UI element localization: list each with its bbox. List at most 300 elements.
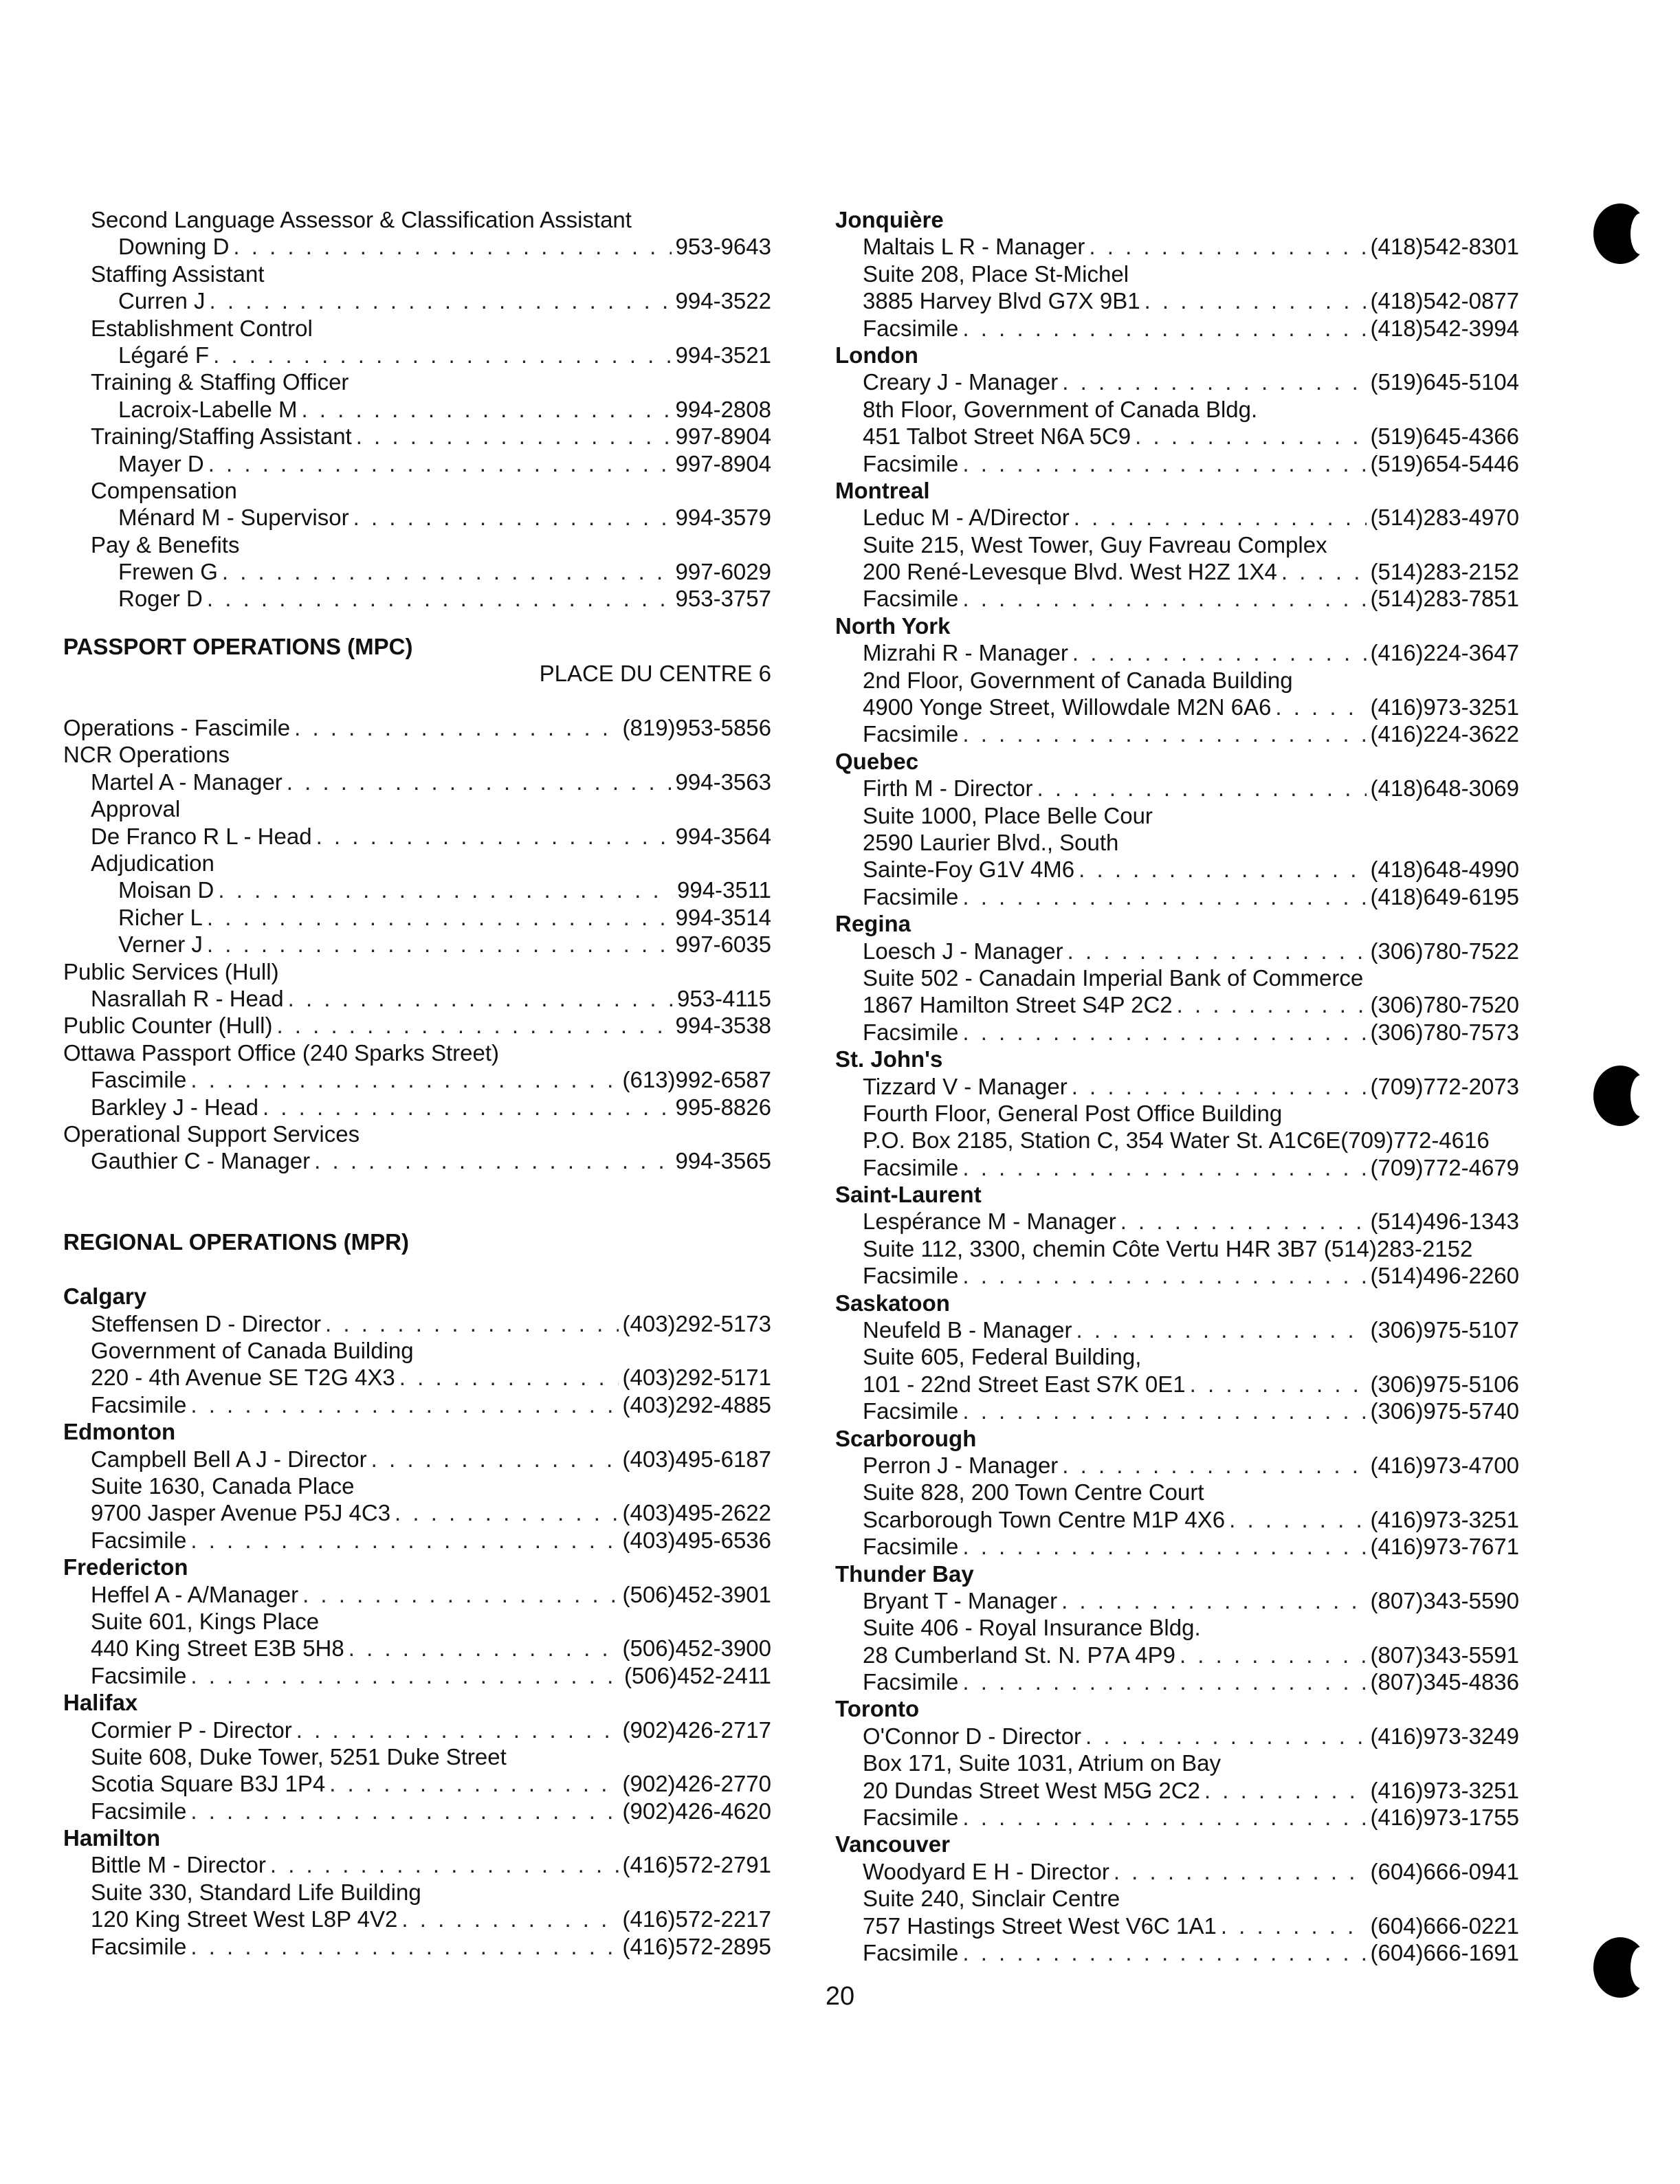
dot-leader bbox=[1135, 423, 1366, 450]
spacer bbox=[63, 1256, 771, 1283]
spacer bbox=[63, 687, 771, 714]
dot-leader bbox=[1221, 1912, 1367, 1939]
office-city-heading: Fredericton bbox=[63, 1554, 188, 1580]
phone-number: (416)572-2791 bbox=[622, 1852, 771, 1878]
dot-leader bbox=[356, 423, 672, 450]
directory-entry bbox=[63, 585, 771, 612]
entry-label: Nasrallah R - Head bbox=[91, 985, 284, 1011]
phone-number: (514)496-2260 bbox=[1370, 1263, 1519, 1289]
dot-leader bbox=[301, 396, 671, 423]
office-city-heading: North York bbox=[835, 613, 951, 639]
listing-text-line: Suite 608, Duke Tower, 5251 Duke Street bbox=[91, 1743, 507, 1769]
phone-number: 994-3564 bbox=[675, 823, 771, 849]
phone-number: (306)780-7520 bbox=[1370, 992, 1519, 1018]
listing-text-line: Suite 1630, Canada Place bbox=[91, 1472, 355, 1499]
phone-number: 953-3757 bbox=[675, 586, 771, 612]
dot-leader bbox=[207, 904, 672, 931]
entry-label: Facsimile bbox=[863, 1805, 959, 1831]
entry-label: Facsimile bbox=[91, 1391, 187, 1418]
dot-leader bbox=[314, 1147, 671, 1174]
entry-label: Martel A - Manager bbox=[91, 769, 283, 795]
directory-entry bbox=[63, 423, 771, 450]
dot-leader bbox=[263, 1094, 672, 1121]
phone-number: (514)283-2152 bbox=[1370, 559, 1519, 585]
dot-leader bbox=[218, 876, 673, 903]
dot-leader bbox=[1061, 1587, 1366, 1614]
phone-number: (306)780-7522 bbox=[1370, 938, 1519, 964]
phone-number: (416)973-7671 bbox=[1370, 1534, 1519, 1560]
directory-entry bbox=[835, 1452, 1519, 1479]
dot-leader bbox=[349, 1635, 619, 1662]
entry-label: Facsimile bbox=[863, 1263, 959, 1289]
entry-label: Heffel A - A/Manager bbox=[91, 1581, 299, 1607]
directory-entry bbox=[63, 904, 771, 931]
phone-number: (416)224-3647 bbox=[1370, 640, 1519, 666]
phone-number: (514)283-7851 bbox=[1370, 586, 1519, 612]
listing-text-line: Operational Support Services bbox=[63, 1121, 360, 1147]
listing-text-line: Government of Canada Building bbox=[91, 1338, 414, 1364]
entry-label: 120 King Street West L8P 4V2 bbox=[91, 1906, 398, 1932]
entry-label: Ménard M - Supervisor bbox=[118, 505, 349, 531]
phone-number: (709)772-4679 bbox=[1370, 1154, 1519, 1180]
directory-entry bbox=[63, 1446, 771, 1472]
directory-entry bbox=[835, 1371, 1519, 1398]
entry-label: Bryant T - Manager bbox=[863, 1587, 1058, 1613]
phone-number: (403)495-2622 bbox=[622, 1500, 771, 1526]
dot-leader bbox=[296, 1717, 619, 1743]
binder-hole-icon bbox=[1593, 203, 1647, 264]
entry-label: Downing D bbox=[118, 234, 230, 260]
dot-leader bbox=[207, 931, 672, 958]
dot-leader bbox=[190, 1066, 618, 1093]
dot-leader bbox=[962, 1398, 1366, 1424]
phone-number: (306)975-5107 bbox=[1370, 1317, 1519, 1343]
directory-entry bbox=[835, 1073, 1519, 1100]
entry-label: 200 René-Levesque Blvd. West H2Z 1X4 bbox=[863, 559, 1277, 585]
phone-number: (902)426-2770 bbox=[622, 1771, 771, 1797]
phone-number: (416)973-4700 bbox=[1370, 1452, 1519, 1478]
directory-entry bbox=[63, 1581, 771, 1608]
phone-number: 997-8904 bbox=[675, 423, 771, 450]
directory-entry bbox=[835, 1858, 1519, 1885]
entry-label: 3885 Harvey Blvd G7X 9B1 bbox=[863, 288, 1140, 314]
dot-leader bbox=[399, 1364, 619, 1391]
dot-leader bbox=[316, 823, 672, 850]
office-city-heading: Thunder Bay bbox=[835, 1560, 974, 1587]
phone-number: 997-6029 bbox=[675, 559, 771, 585]
listing-text-line: Suite 240, Sinclair Centre bbox=[863, 1886, 1120, 1912]
entry-label: 1867 Hamilton Street S4P 2C2 bbox=[863, 992, 1173, 1018]
entry-label: Légaré F bbox=[118, 342, 210, 368]
phone-number: (506)452-2411 bbox=[623, 1662, 771, 1688]
entry-label: Facsimile bbox=[91, 1933, 187, 1959]
entry-label: Facsimile bbox=[863, 883, 959, 909]
phone-number: (709)772-2073 bbox=[1370, 1073, 1519, 1099]
entry-label: Cormier P - Director bbox=[91, 1717, 292, 1743]
entry-label: Creary J - Manager bbox=[863, 369, 1059, 395]
regional-offices-listing bbox=[835, 206, 1519, 1966]
phone-number: (514)283-4970 bbox=[1370, 505, 1519, 531]
listing-text-line: Compensation bbox=[91, 477, 237, 503]
phone-number: (506)452-3900 bbox=[622, 1635, 771, 1662]
entry-label: Woodyard E H - Director bbox=[863, 1858, 1109, 1884]
entry-label: Barkley J - Head bbox=[91, 1094, 258, 1120]
dot-leader bbox=[395, 1499, 618, 1526]
listing-text-line: Suite 406 - Royal Insurance Bldg. bbox=[863, 1615, 1201, 1641]
directory-entry bbox=[835, 720, 1519, 747]
entry-label: Public Counter (Hull) bbox=[63, 1013, 273, 1039]
listing-text-line: Approval bbox=[91, 796, 181, 822]
directory-entry bbox=[835, 585, 1519, 612]
dot-leader bbox=[962, 1533, 1366, 1560]
directory-entry bbox=[835, 287, 1519, 314]
dot-leader bbox=[190, 1391, 618, 1418]
dot-leader bbox=[207, 585, 672, 612]
entry-label: Facsimile bbox=[863, 721, 959, 747]
directory-entry bbox=[835, 450, 1519, 477]
dot-leader bbox=[233, 233, 671, 260]
entry-label: Maltais L R - Manager bbox=[863, 234, 1085, 260]
directory-entry bbox=[63, 450, 771, 477]
entry-label: Curren J bbox=[118, 288, 206, 314]
directory-entry bbox=[63, 1066, 771, 1093]
phone-number: (416)572-2217 bbox=[622, 1906, 771, 1932]
directory-entry bbox=[835, 504, 1519, 531]
dot-leader bbox=[962, 1939, 1366, 1966]
phone-number: 994-2808 bbox=[675, 396, 771, 422]
entry-label: Leduc M - A/Director bbox=[863, 505, 1070, 531]
listing-text-line: Fourth Floor, General Post Office Building bbox=[863, 1100, 1283, 1126]
directory-entry bbox=[835, 1019, 1519, 1046]
directory-entry bbox=[63, 1364, 771, 1391]
directory-entry bbox=[835, 315, 1519, 342]
entry-label: Bittle M - Director bbox=[91, 1852, 266, 1878]
phone-number: (416)973-3251 bbox=[1370, 694, 1519, 720]
entry-label: Neufeld B - Manager bbox=[863, 1317, 1072, 1343]
phone-number: (416)973-3251 bbox=[1370, 1777, 1519, 1803]
entry-label: Facsimile bbox=[863, 1398, 959, 1424]
directory-entry bbox=[63, 931, 771, 958]
dot-leader bbox=[210, 287, 672, 314]
phone-number: (418)542-0877 bbox=[1370, 288, 1519, 314]
phone-number: (418)649-6195 bbox=[1370, 883, 1519, 909]
phone-number: (506)452-3901 bbox=[622, 1581, 771, 1607]
directory-entry bbox=[835, 1804, 1519, 1831]
directory-entry bbox=[835, 1912, 1519, 1939]
phone-number: (306)975-5106 bbox=[1370, 1371, 1519, 1397]
entry-label: 20 Dundas Street West M5G 2C2 bbox=[863, 1777, 1200, 1803]
entry-label: 440 King Street E3B 5H8 bbox=[91, 1635, 344, 1662]
phone-number: (902)426-2717 bbox=[622, 1717, 771, 1743]
dot-leader bbox=[1062, 1452, 1366, 1479]
phone-number: (604)666-1691 bbox=[1370, 1940, 1519, 1965]
dot-leader bbox=[1145, 287, 1367, 314]
entry-label: Scarborough Town Centre M1P 4X6 bbox=[863, 1506, 1226, 1532]
listing-text-line: Suite 112, 3300, chemin Côte Vertu H4R 3B7 (514)283-2152 bbox=[863, 1235, 1473, 1261]
listing-text-line: Pay & Benefits bbox=[91, 531, 240, 558]
phone-number: (403)292-5173 bbox=[622, 1310, 771, 1336]
listing-text-line: Ottawa Passport Office (240 Sparks Street) bbox=[63, 1039, 499, 1066]
directory-entry bbox=[835, 1533, 1519, 1560]
entry-label: O'Connor D - Director bbox=[863, 1723, 1082, 1749]
dot-leader bbox=[302, 1581, 618, 1608]
directory-entry bbox=[63, 1012, 771, 1039]
listing-text-line: Box 171, Suite 1031, Atrium on Bay bbox=[863, 1750, 1221, 1776]
directory-entry bbox=[835, 639, 1519, 666]
listing-text-line: Suite 502 - Canadain Imperial Bank of Commerce bbox=[863, 964, 1364, 991]
directory-entry bbox=[63, 1527, 771, 1554]
entry-label: 28 Cumberland St. N. P7A 4P9 bbox=[863, 1642, 1175, 1668]
phone-number: 953-9643 bbox=[675, 234, 771, 260]
directory-entry bbox=[835, 775, 1519, 802]
office-city-heading: Hamilton bbox=[63, 1825, 161, 1851]
entry-label: 451 Talbot Street N6A 5C9 bbox=[863, 423, 1131, 450]
directory-entry bbox=[63, 233, 771, 260]
phone-number: (519)645-5104 bbox=[1370, 369, 1519, 395]
listing-text-line: 2nd Floor, Government of Canada Building bbox=[863, 667, 1293, 693]
directory-entry bbox=[835, 1316, 1519, 1343]
dot-leader bbox=[287, 769, 672, 795]
listing-text-line: Suite 828, 200 Town Centre Court bbox=[863, 1479, 1204, 1505]
entry-label: Facsimile bbox=[863, 1154, 959, 1180]
entry-label: Roger D bbox=[118, 586, 203, 612]
directory-entry bbox=[835, 938, 1519, 964]
directory-entry bbox=[835, 694, 1519, 720]
dot-leader bbox=[190, 1527, 618, 1554]
listing-text-line: Second Language Assessor & Classification Assistant bbox=[91, 207, 632, 232]
phone-number: 995-8826 bbox=[675, 1094, 771, 1120]
entry-label: Lespérance M - Manager bbox=[863, 1209, 1116, 1235]
phone-number: (514)496-1343 bbox=[1370, 1209, 1519, 1235]
listing-text-line: P.O. Box 2185, Station C, 354 Water St. A1C6E(709)772-4616 bbox=[863, 1127, 1490, 1154]
dot-leader bbox=[1072, 1073, 1367, 1100]
directory-entry bbox=[63, 504, 771, 531]
dot-leader bbox=[222, 558, 672, 585]
office-city-heading: Toronto bbox=[835, 1696, 920, 1722]
directory-entry bbox=[63, 1499, 771, 1526]
dot-leader bbox=[1089, 233, 1366, 260]
directory-entry bbox=[63, 1635, 771, 1662]
dot-leader bbox=[1085, 1723, 1366, 1750]
entry-label: Verner J bbox=[118, 931, 203, 958]
entry-label: Facsimile bbox=[91, 1527, 187, 1553]
staff-listing bbox=[63, 206, 771, 613]
entry-label: Richer L bbox=[118, 904, 203, 930]
directory-entry bbox=[63, 287, 771, 314]
entry-label: 757 Hastings Street West V6C 1A1 bbox=[863, 1912, 1217, 1939]
phone-number: (416)973-1755 bbox=[1370, 1805, 1519, 1831]
phone-number: (416)973-3251 bbox=[1370, 1506, 1519, 1532]
directory-entry bbox=[835, 1208, 1519, 1235]
directory-entry bbox=[835, 1154, 1519, 1181]
directory-entry bbox=[835, 991, 1519, 1018]
directory-entry bbox=[835, 883, 1519, 910]
dot-leader bbox=[270, 1851, 619, 1878]
dot-leader bbox=[371, 1446, 619, 1472]
office-city-heading: Vancouver bbox=[835, 1831, 950, 1857]
phone-number: 994-3563 bbox=[675, 769, 771, 795]
listing-text-line: 8th Floor, Government of Canada Bldg. bbox=[863, 396, 1258, 422]
directory-entry bbox=[835, 423, 1519, 450]
regional-operations-heading: REGIONAL OPERATIONS (MPR) bbox=[63, 1229, 409, 1255]
listing-text-line: Suite 1000, Place Belle Cour bbox=[863, 802, 1153, 828]
entry-label: Facsimile bbox=[863, 315, 959, 341]
office-city-heading: Calgary bbox=[63, 1283, 147, 1310]
entry-label: Lacroix-Labelle M bbox=[118, 396, 298, 422]
dot-leader bbox=[962, 1804, 1366, 1831]
left-column bbox=[63, 206, 771, 1960]
dot-leader bbox=[962, 315, 1366, 342]
dot-leader bbox=[1114, 1858, 1367, 1885]
passport-location: PLACE DU CENTRE 6 bbox=[539, 661, 771, 687]
page-number: 20 bbox=[825, 1982, 855, 2011]
phone-number: 994-3514 bbox=[675, 904, 771, 930]
office-city-heading: Edmonton bbox=[63, 1419, 176, 1445]
directory-entry bbox=[835, 558, 1519, 585]
directory-entry bbox=[63, 396, 771, 423]
dot-leader bbox=[329, 1770, 618, 1797]
entry-label: Scotia Square B3J 1P4 bbox=[91, 1771, 326, 1797]
directory-entry bbox=[835, 1398, 1519, 1424]
entry-label: De Franco R L - Head bbox=[91, 823, 312, 849]
entry-label: Mizrahi R - Manager bbox=[863, 640, 1068, 666]
dot-leader bbox=[1229, 1506, 1366, 1533]
phone-number: 994-3521 bbox=[675, 342, 771, 368]
office-city-heading: Saskatoon bbox=[835, 1290, 950, 1316]
office-city-heading: Montreal bbox=[835, 477, 930, 503]
phone-number: (416)572-2895 bbox=[622, 1933, 771, 1959]
entry-label: Operations - Fascimile bbox=[63, 715, 291, 741]
office-city-heading: Saint-Laurent bbox=[835, 1182, 982, 1208]
directory-entry bbox=[63, 876, 771, 903]
listing-text-line: Adjudication bbox=[91, 850, 214, 876]
right-column bbox=[835, 206, 1519, 1966]
entry-label: Tizzard V - Manager bbox=[863, 1073, 1068, 1099]
dot-leader bbox=[213, 342, 671, 368]
dot-leader bbox=[962, 1019, 1366, 1046]
dot-leader bbox=[1037, 775, 1367, 802]
phone-number: (416)224-3622 bbox=[1370, 721, 1519, 747]
entry-label: Gauthier C - Manager bbox=[91, 1148, 311, 1174]
entry-label: Moisan D bbox=[118, 877, 214, 903]
dot-leader bbox=[1177, 991, 1367, 1018]
phone-number: (519)645-4366 bbox=[1370, 423, 1519, 450]
listing-text-line: Suite 215, West Tower, Guy Favreau Complex bbox=[863, 531, 1327, 558]
dot-leader bbox=[1074, 504, 1367, 531]
dot-leader bbox=[1068, 938, 1367, 964]
entry-label: Facsimile bbox=[91, 1798, 187, 1824]
listing-text-line: Suite 208, Place St-Michel bbox=[863, 261, 1129, 287]
passport-listing bbox=[63, 714, 771, 1175]
regional-listing bbox=[63, 1283, 771, 1960]
phone-number: 994-3522 bbox=[675, 288, 771, 314]
phone-number: (418)542-8301 bbox=[1370, 234, 1519, 260]
directory-entry bbox=[63, 1147, 771, 1174]
listing-text-line: Public Services (Hull) bbox=[63, 958, 279, 984]
directory-entry bbox=[63, 1391, 771, 1418]
entry-label: Sainte-Foy G1V 4M6 bbox=[863, 857, 1075, 883]
directory-entry bbox=[835, 1723, 1519, 1750]
spacer bbox=[63, 1175, 771, 1229]
dot-leader bbox=[208, 450, 672, 477]
directory-entry bbox=[63, 1662, 771, 1689]
entry-label: 101 - 22nd Street East S7K 0E1 bbox=[863, 1371, 1186, 1397]
phone-number: 994-3579 bbox=[675, 505, 771, 531]
listing-text-line: Suite 605, Federal Building, bbox=[863, 1344, 1142, 1370]
phone-number: 994-3511 bbox=[676, 877, 771, 903]
entry-label: Facsimile bbox=[863, 1669, 959, 1695]
entry-label: Steffensen D - Director bbox=[91, 1310, 322, 1336]
dot-leader bbox=[962, 1668, 1366, 1695]
office-city-heading: London bbox=[835, 342, 918, 368]
phone-number: 953-4115 bbox=[676, 985, 771, 1011]
phone-number: 997-6035 bbox=[675, 931, 771, 958]
directory-entry bbox=[63, 1770, 771, 1797]
entry-label: Facsimile bbox=[863, 586, 959, 612]
office-city-heading: Regina bbox=[835, 911, 911, 937]
passport-operations-heading: PASSPORT OPERATIONS (MPC) bbox=[63, 633, 413, 659]
dot-leader bbox=[276, 1012, 671, 1039]
listing-text-line: Suite 330, Standard Life Building bbox=[91, 1879, 421, 1905]
phone-number: 994-3538 bbox=[675, 1013, 771, 1039]
dot-leader bbox=[962, 883, 1366, 910]
listing-text-line: 2590 Laurier Blvd., South bbox=[863, 829, 1119, 855]
office-city-heading: Scarborough bbox=[835, 1425, 977, 1451]
phone-number: (604)666-0941 bbox=[1370, 1858, 1519, 1884]
dot-leader bbox=[353, 504, 672, 531]
directory-entry bbox=[63, 823, 771, 850]
dot-leader bbox=[1281, 558, 1367, 585]
phone-number: 994-3565 bbox=[675, 1148, 771, 1174]
directory-entry bbox=[63, 1933, 771, 1960]
entry-label: Perron J - Manager bbox=[863, 1452, 1059, 1478]
phone-number: (807)343-5591 bbox=[1370, 1642, 1519, 1668]
dot-leader bbox=[962, 450, 1366, 477]
entry-label: Loesch J - Manager bbox=[863, 938, 1063, 964]
directory-entry bbox=[63, 1906, 771, 1932]
directory-entry bbox=[63, 558, 771, 585]
entry-label: Campbell Bell A J - Director bbox=[91, 1446, 367, 1472]
spacer bbox=[63, 613, 771, 633]
directory-entry bbox=[835, 1777, 1519, 1804]
office-city-heading: Halifax bbox=[63, 1690, 138, 1716]
phone-number: (416)973-3249 bbox=[1370, 1723, 1519, 1749]
dot-leader bbox=[325, 1310, 618, 1337]
directory-entry bbox=[63, 985, 771, 1012]
phone-number: (807)343-5590 bbox=[1370, 1587, 1519, 1613]
phone-number: (604)666-0221 bbox=[1370, 1912, 1519, 1939]
dot-leader bbox=[1072, 639, 1367, 666]
phone-number: (613)992-6587 bbox=[622, 1067, 771, 1093]
entry-label: Firth M - Director bbox=[863, 775, 1033, 802]
office-city-heading: St. John's bbox=[835, 1046, 943, 1072]
entry-label: Facsimile bbox=[863, 1019, 959, 1045]
directory-entry bbox=[63, 1798, 771, 1824]
dot-leader bbox=[1204, 1777, 1367, 1804]
dot-leader bbox=[1062, 368, 1366, 395]
dot-leader bbox=[401, 1906, 618, 1932]
directory-entry bbox=[835, 856, 1519, 883]
directory-entry bbox=[63, 714, 771, 741]
phone-number: 997-8904 bbox=[675, 450, 771, 476]
listing-text-line: Suite 601, Kings Place bbox=[91, 1608, 320, 1634]
directory-entry bbox=[835, 233, 1519, 260]
directory-entry bbox=[835, 368, 1519, 395]
directory-entry bbox=[835, 1668, 1519, 1695]
listing-text-line: NCR Operations bbox=[63, 742, 230, 768]
directory-entry bbox=[63, 1094, 771, 1121]
phone-number: (519)654-5446 bbox=[1370, 450, 1519, 476]
